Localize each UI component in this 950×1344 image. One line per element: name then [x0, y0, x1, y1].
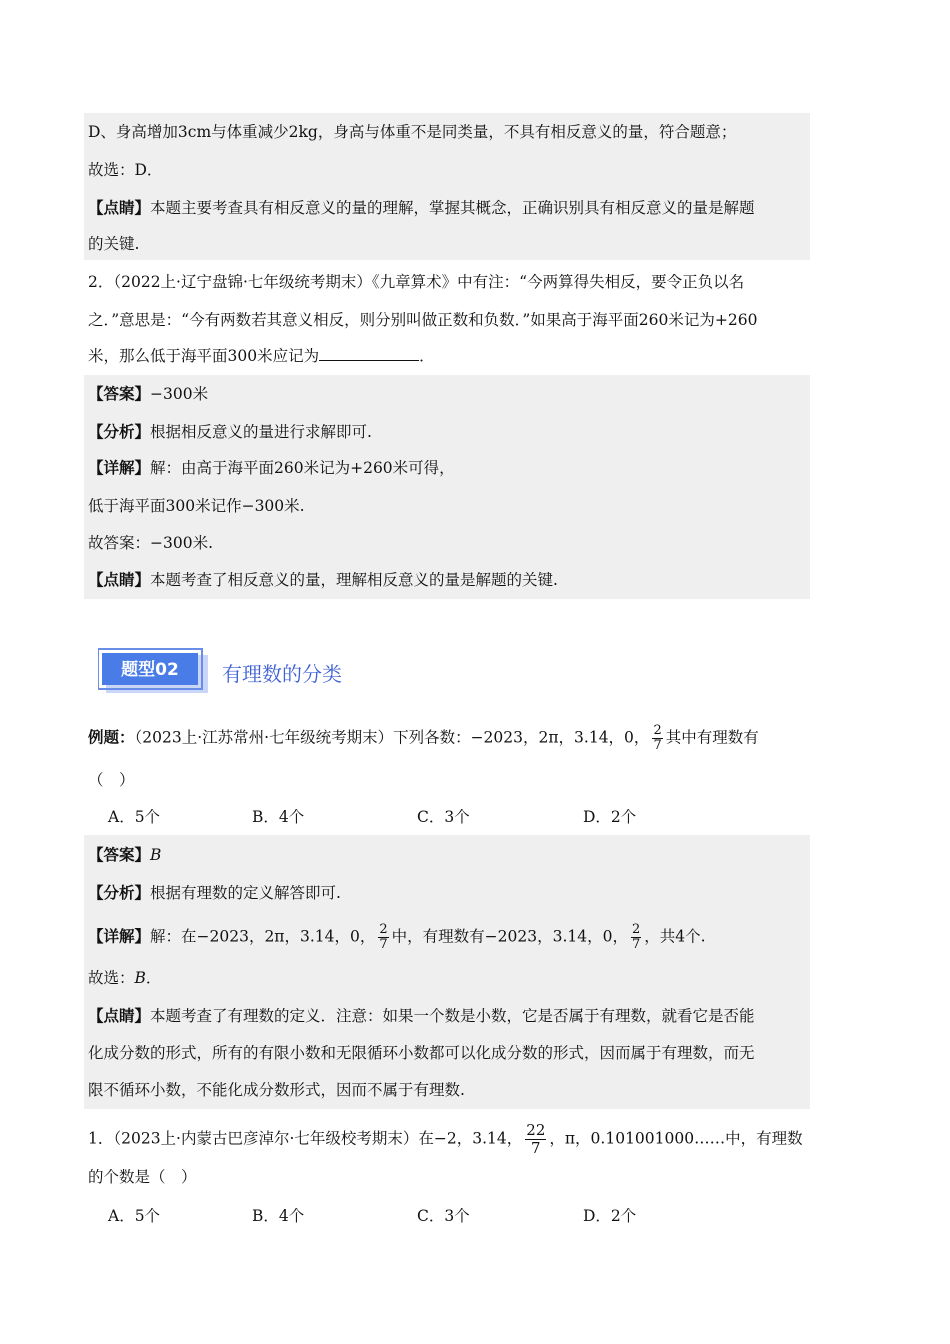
- prev-choice: 故选：D．: [88, 161, 163, 179]
- comment-text: 本题考查了有理数的定义．注意：如果一个数是小数，它是否属于有理数，就看它是否能: [150, 1007, 755, 1025]
- q1-stem: [88, 1122, 803, 1157]
- example-answer: [88, 843, 161, 867]
- fraction-numerator: 2: [631, 922, 641, 937]
- example-text: （2023上·江苏常州·七年级统考期末）下列各数：−2023，2π，3.14，0，: [134, 728, 650, 747]
- detail-text-mid: 中，有理数有−2023，3.14，0，: [391, 927, 628, 946]
- q2-conclusion: 故答案：−300米.: [88, 534, 213, 552]
- example-label: 例题：: [88, 727, 135, 747]
- solution-shade-q2: [84, 375, 810, 599]
- option-b: B．4个: [252, 808, 305, 826]
- section-badge: [98, 647, 210, 695]
- analysis-text: 根据有理数的定义解答即可.: [150, 884, 341, 902]
- q1-stem-cont: 的个数是（ ）: [88, 1168, 197, 1186]
- comment-text: 本题考查了相反意义的量，理解相反意义的量是解题的关键.: [150, 571, 558, 589]
- example-conclusion: [88, 966, 161, 990]
- detail-text-end: ，共4个.: [644, 927, 706, 946]
- q2-stem-line3: [88, 344, 435, 368]
- q2-detail: [88, 456, 455, 480]
- prev-comment-cont: 的关键.: [88, 235, 140, 253]
- detail-tag: 【详解】: [88, 458, 151, 477]
- q2-answer: [88, 382, 208, 406]
- fraction: [378, 923, 388, 952]
- fraction-numerator: 2: [653, 723, 662, 738]
- fraction-denominator: 7: [631, 937, 641, 952]
- example-comment-cont2: 限不循环小数，不能化成分数形式，因而不属于有理数.: [88, 1081, 465, 1099]
- comment-text: 本题主要考查具有相反意义的量的理解，掌握其概念，正确识别具有相反意义的量是解题: [150, 199, 755, 217]
- option-a: A．5个: [108, 1207, 161, 1225]
- detail-tag: 【详解】: [88, 926, 151, 946]
- example-text-end: 其中有理数有: [665, 728, 759, 747]
- q2-analysis: [88, 420, 372, 444]
- answer-tag: 【答案】: [88, 845, 151, 864]
- conclusion-end: ．: [145, 969, 162, 987]
- q1-text-end: ，π，0.101001000……中，有理数: [549, 1129, 803, 1148]
- example-comment: [88, 1004, 755, 1028]
- comment-tag: 【点睛】: [88, 570, 151, 589]
- section-badge-label: 题型02: [121, 660, 179, 680]
- example-analysis: [88, 881, 341, 905]
- option-c: C．3个: [417, 808, 470, 826]
- q2-stem-line1: 2．（2022上·辽宁盘锦·七年级统考期末）《九章算术》中有注：“今两算得失相反，要令正负以名: [88, 273, 745, 291]
- option-d-explanation: D、身高增加3cm与体重减少2kg，身高与体重不是同类量，不具有相反意义的量，符合题意；: [88, 123, 737, 141]
- option-c: C．3个: [417, 1207, 470, 1225]
- fraction-numerator: 2: [379, 922, 388, 937]
- option-d: D．2个: [583, 1207, 637, 1225]
- answer-blank: [319, 344, 419, 361]
- fraction-denominator: 7: [531, 1139, 541, 1157]
- example-comment-cont1: 化成分数的形式，所有的有限小数和无限循环小数都可以化成分数的形式，因而属于有理数，而无: [88, 1044, 755, 1062]
- q2-comment: [88, 568, 558, 592]
- section-title: 有理数的分类: [222, 662, 342, 686]
- fraction-denominator: 7: [653, 738, 662, 753]
- q2-stem-end: ．: [419, 347, 435, 365]
- answer-tag: 【答案】: [88, 384, 151, 403]
- answer-text: −300米: [150, 385, 209, 403]
- conclusion-value: B: [134, 969, 146, 987]
- option-a: A．5个: [108, 808, 161, 826]
- analysis-tag: 【分析】: [88, 422, 151, 441]
- solution-shade-example: [84, 835, 810, 1109]
- q2-stem-text: 米，那么低于海平面300米应记为: [88, 347, 320, 365]
- q1-text: 1．（2023上·内蒙古巴彦淖尔·七年级校考期末）在−2，3.14，: [88, 1129, 523, 1148]
- prev-comment: [88, 196, 755, 220]
- analysis-text: 根据相反意义的量进行求解即可.: [150, 423, 372, 441]
- detail-text: 解：在−2023，2π，3.14，0，: [150, 927, 376, 946]
- option-b: B．4个: [252, 1207, 305, 1225]
- fraction: [631, 923, 641, 952]
- detail-text: 解：由高于海平面260米记为+260米可得，: [150, 459, 455, 477]
- example-paren: （ ）: [88, 771, 135, 789]
- comment-tag: 【点睛】: [88, 1006, 151, 1025]
- fraction-numerator: 22: [526, 1121, 546, 1139]
- comment-tag: 【点睛】: [88, 198, 151, 217]
- q2-stem-line2: 之．”意思是：“今有两数若其意义相反，则分别叫做正数和负数．”如果高于海平面260米记为+260: [88, 311, 758, 329]
- fraction-denominator: 7: [379, 937, 388, 952]
- fraction: [525, 1122, 546, 1157]
- q2-detail-cont: 低于海平面300米记作−300米.: [88, 497, 305, 515]
- example-detail: [88, 923, 706, 952]
- analysis-tag: 【分析】: [88, 883, 151, 902]
- fraction: [652, 724, 662, 753]
- example-stem: [88, 724, 759, 753]
- conclusion-text: 故选：: [88, 969, 135, 987]
- answer-text: B: [150, 846, 162, 864]
- option-d: D．2个: [583, 808, 637, 826]
